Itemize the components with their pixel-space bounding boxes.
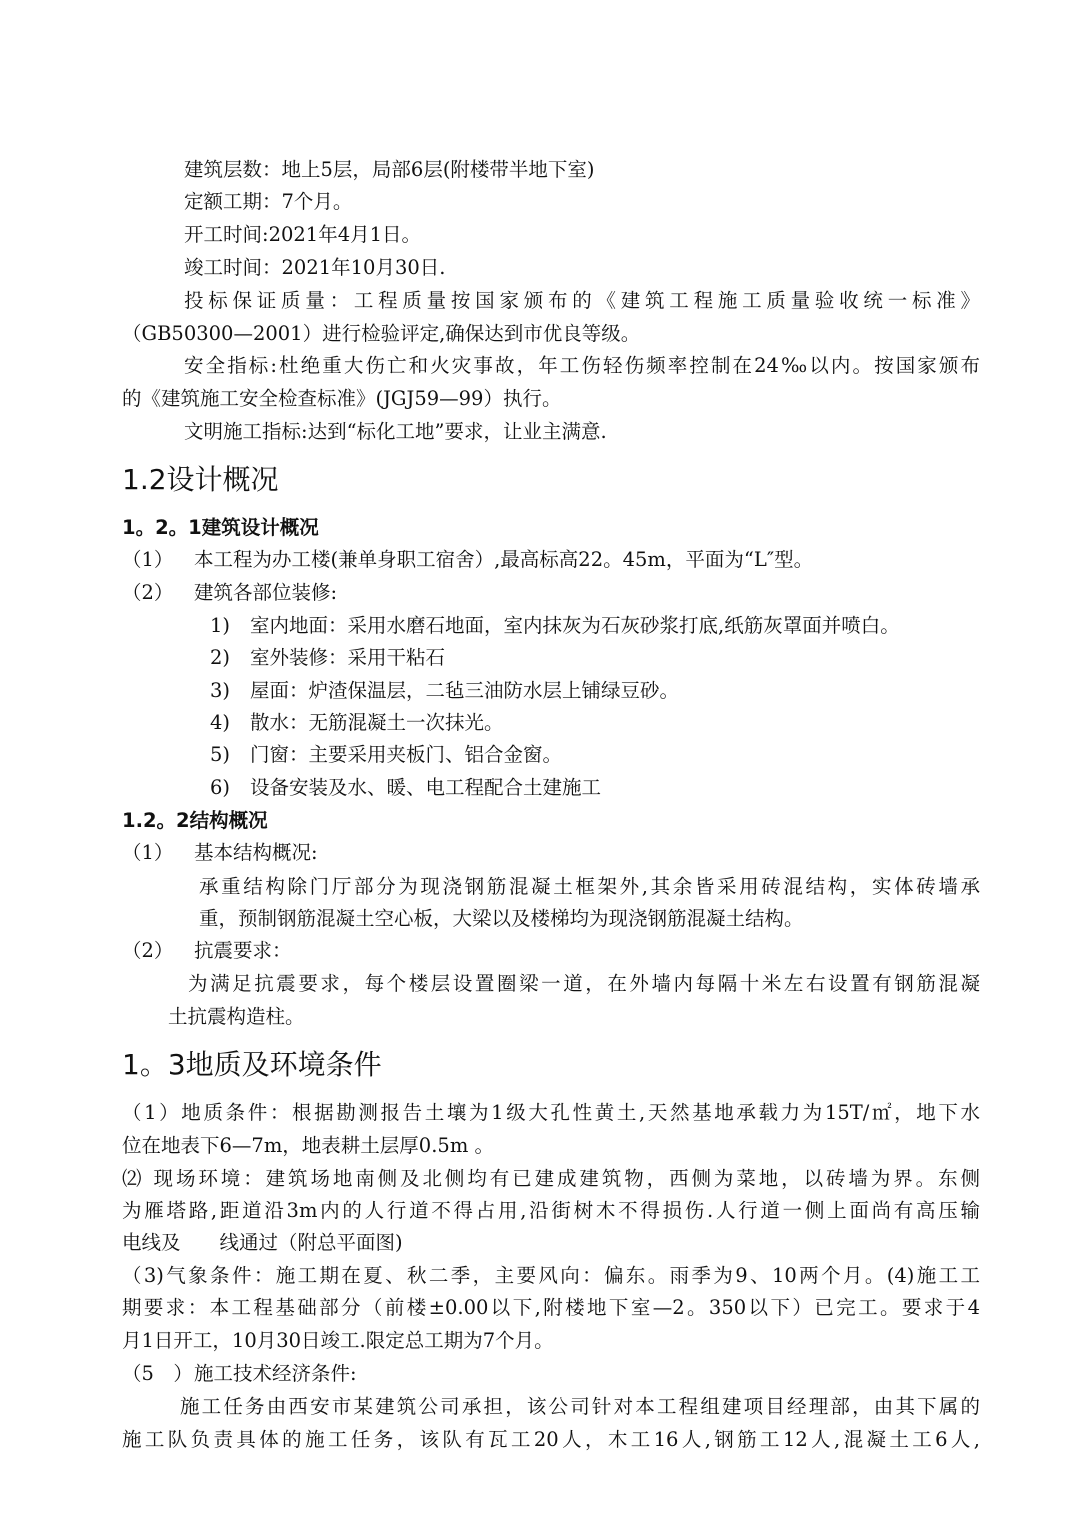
decoration-number: 3) [210, 679, 231, 702]
seismic-body-line-2: 土抗震构造柱。 [168, 1005, 305, 1028]
safety-line-1: 安全指标:杜绝重大伤亡和火灾事故，年工伤轻伤频率控制在24‰以内。按国家颁布 [184, 354, 980, 377]
item-text: 建筑各部位装修: [194, 581, 338, 604]
decoration-item [210, 678, 679, 704]
item-number: （5 ） [122, 1362, 193, 1385]
decoration-text: 室外装修：采用干粘石 [250, 646, 446, 669]
subsection-heading-structure: 1.2。2结构概况 [122, 809, 268, 832]
climate-para-line-3: 月1日开工，10月30日竣工.限定总工期为7个月。 [122, 1329, 554, 1352]
decoration-item [210, 710, 504, 736]
quality-line-1: 投标保证质量：工程质量按国家颁布的《建筑工程施工质量验收统一标准》 [184, 289, 980, 312]
subsection-heading-architecture: 1。2。1建筑设计概况 [122, 516, 319, 539]
completion-time-line: 竣工时间：2021年10月30日. [184, 256, 446, 279]
climate-para-line-1: （3)气象条件：施工期在夏、秋二季，主要风向：偏东。雨季为9、10两个月。(4)施工工 [122, 1264, 980, 1287]
floors-line: 建筑层数：地上5层，局部6层(附楼带半地下室) [184, 158, 595, 181]
safety-line-2: 的《建筑施工安全检查标准》(JGJ59—99）执行。 [122, 387, 562, 410]
decoration-text: 室内地面：采用水磨石地面，室内抹灰为石灰砂浆打底,纸筋灰罩面并喷白。 [250, 614, 900, 637]
climate-para-line-2: 期要求：本工程基础部分（前楼±0.00以下,附楼地下室—2。350以下）已完工。要求于4 [122, 1296, 980, 1319]
technical-body-line-1: 施工任务由西安市某建筑公司承担，该公司针对本工程组建项目经理部，由其下属的 [180, 1395, 980, 1418]
decoration-number: 4) [210, 711, 231, 734]
structure-item-2 [122, 938, 292, 964]
item-text: 抗震要求： [194, 939, 292, 962]
decoration-number: 6) [210, 776, 231, 799]
civilized-line: 文明施工指标:达到“标化工地”要求，让业主满意. [184, 420, 607, 443]
decoration-number: 1) [210, 614, 231, 637]
decoration-text: 散水：无筋混凝土一次抹光。 [250, 711, 504, 734]
decoration-number: 5) [210, 743, 231, 766]
decoration-number: 2) [210, 646, 231, 669]
decoration-text: 设备安装及水、暖、电工程配合土建施工 [250, 776, 602, 799]
item-number: （1） [122, 548, 174, 571]
design-item-2 [122, 580, 337, 606]
decoration-item [210, 742, 562, 768]
decoration-text: 门窗：主要采用夹板门、铝合金窗。 [250, 743, 563, 766]
design-item-1 [122, 547, 813, 573]
environment-para-line-3: 电线及 线通过（附总平面图) [122, 1231, 403, 1254]
environment-para-line-2: 为雁塔路,距道沿3m内的人行道不得占用,沿街树木不得损伤.人行道一侧上面尚有高压输 [122, 1199, 980, 1222]
item-number: （2） [122, 939, 174, 962]
technical-item-5 [122, 1361, 357, 1387]
quality-line-2: （GB50300—2001）进行检验评定,确保达到市优良等级。 [122, 322, 641, 345]
item-text: 本工程为办工楼(兼单身职工宿舍）,最高标高22。45m，平面为“L″型。 [194, 548, 814, 571]
decoration-item [210, 613, 900, 639]
decoration-text: 屋面：炉渣保温层，二毡三油防水层上铺绿豆砂。 [250, 679, 680, 702]
environment-para-line-1: ⑵ 现场环境：建筑场地南侧及北侧均有已建成建筑物，西侧为菜地，以砖墙为界。东侧 [122, 1167, 980, 1190]
structure-body-line-2: 重，预制钢筋混凝土空心板，大梁以及楼梯均为现浇钢筋混凝土结构。 [199, 907, 804, 930]
seismic-body-line-1: 为满足抗震要求，每个楼层设置圈梁一道，在外墙内每隔十米左右设置有钢筋混凝 [188, 972, 980, 995]
item-text: 基本结构概况: [194, 841, 318, 864]
structure-item-1 [122, 840, 318, 866]
item-text: 施工技术经济条件: [194, 1362, 357, 1385]
item-number: （2） [122, 581, 174, 604]
item-number: （1） [122, 841, 174, 864]
decoration-item [210, 645, 445, 671]
decoration-item [210, 775, 601, 801]
section-heading-geology: 1。3地质及环境条件 [122, 1048, 382, 1081]
geology-para-1-line-2: 位在地表下6—7m，地表耕土层厚0.5m 。 [122, 1134, 495, 1157]
start-time-line: 开工时间:2021年4月1日。 [184, 223, 422, 246]
structure-body-line-1: 承重结构除门厅部分为现浇钢筋混凝土框架外,其余皆采用砖混结构，实体砖墙承 [199, 875, 980, 898]
section-heading-design: 1.2设计概况 [122, 463, 279, 496]
geology-para-1-line-1: （1）地质条件：根据勘测报告土壤为1级大孔性黄土,天然基地承载力为15T/㎡，地下水 [122, 1101, 980, 1124]
quota-period-line: 定额工期：7个月。 [184, 190, 353, 213]
technical-body-line-2: 施工队负责具体的施工任务，该队有瓦工20人，木工16人,钢筋工12人,混凝土工6人, [122, 1428, 980, 1451]
